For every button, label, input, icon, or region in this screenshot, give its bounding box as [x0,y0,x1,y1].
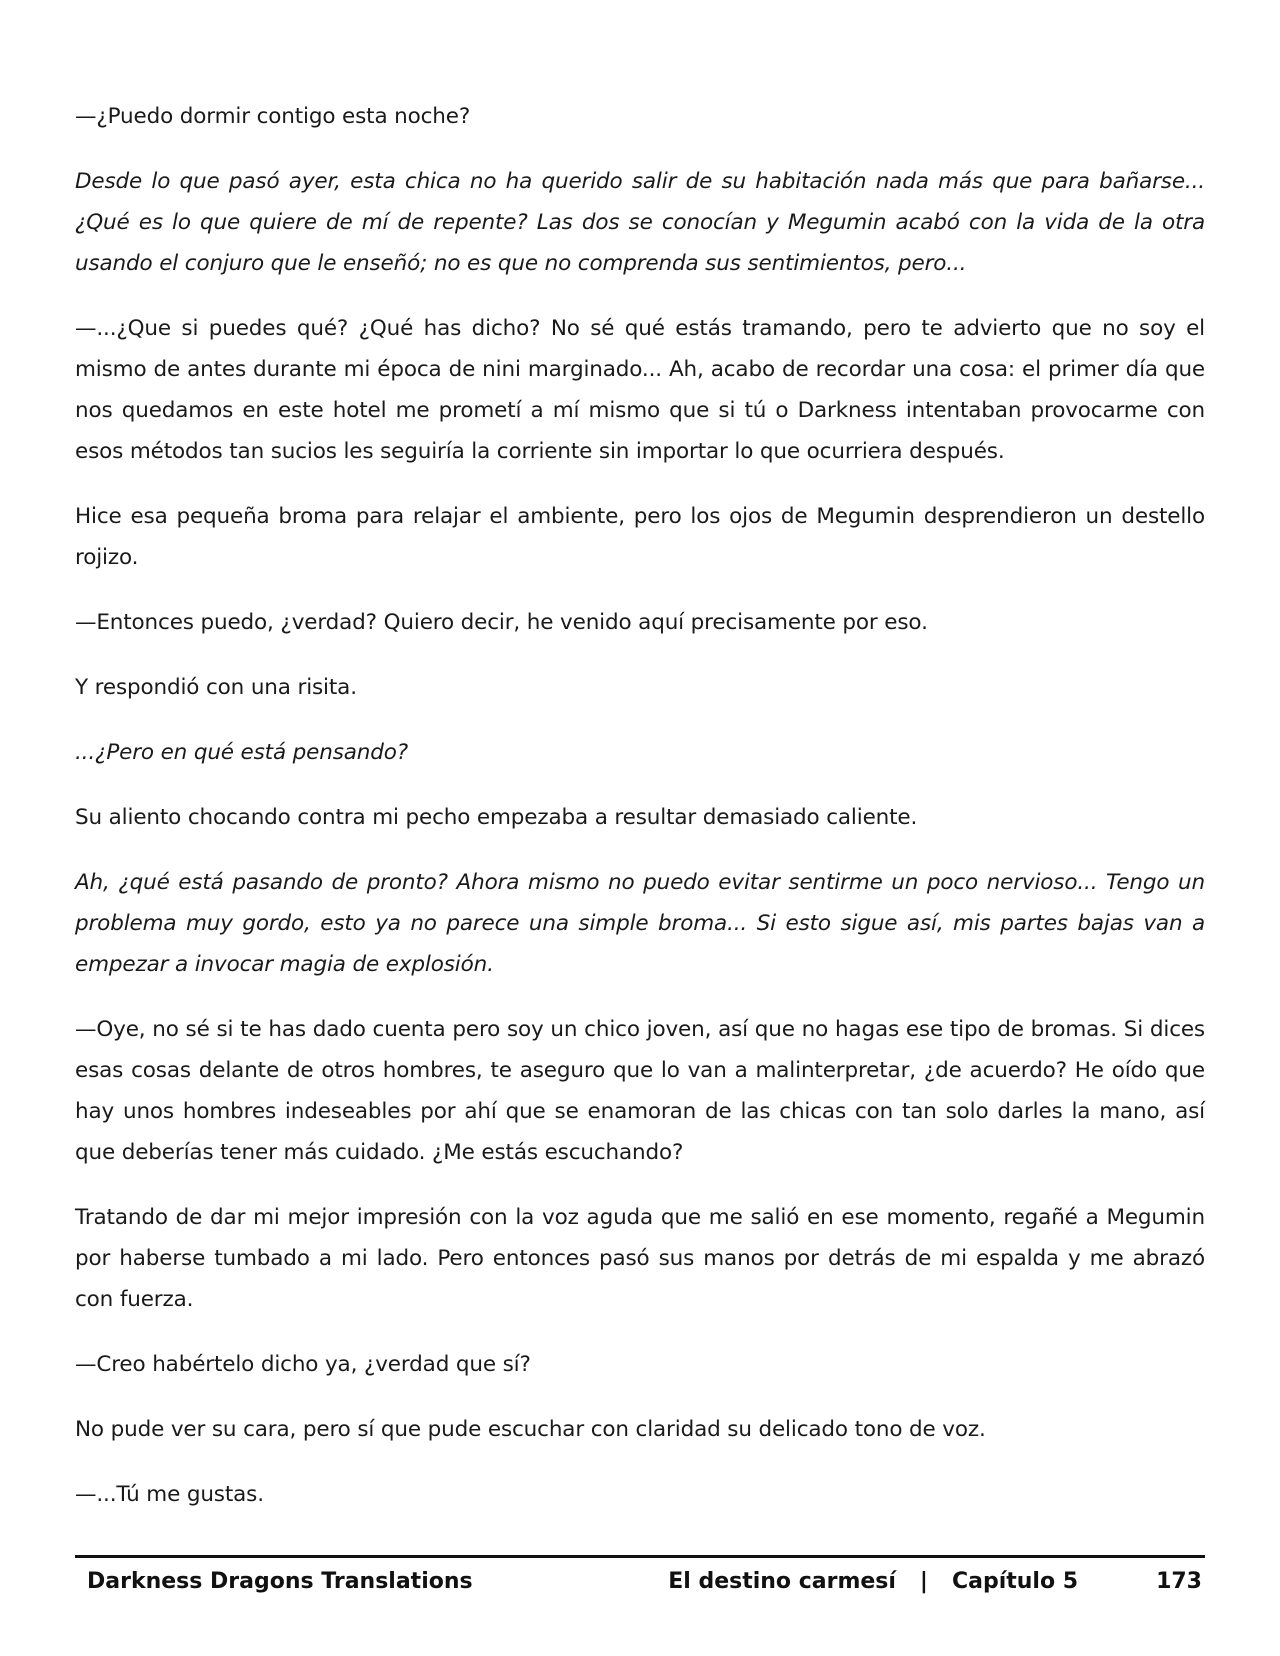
footer-book-title: El destino carmesí [668,1569,896,1594]
footer-translator-credit: Darkness Dragons Translations [87,1569,473,1594]
paragraph-13: No pude ver su cara, pero sí que pude escuchar con claridad su delicado tono de voz. [75,1417,986,1442]
footer-right-group [668,1569,1202,1594]
paragraph-2: Desde lo que pasó ayer, esta chica no ha querido salir de su habitación nada más que para bañarse... ¿Qué es lo que quiere de mí de repente? Las dos se conocían y Megumin acabó con la vida de la otra usando el conjuro que le enseñó; no es que no comprenda sus sentimientos, pero... [75,169,1205,276]
footer-divider [75,1555,1205,1558]
paragraph-5: —Entonces puedo, ¿verdad? Quiero decir, he venido aquí precisamente por eso. [75,610,928,635]
paragraph-9: Ah, ¿qué está pasando de pronto? Ahora mismo no puedo evitar sentirme un poco nervioso... Tengo un problema muy gordo, esto ya no parece una simple broma... Si esto sigue así, mis partes bajas van a empezar a invocar magia de explosión. [75,870,1205,977]
paragraph-12: —Creo habértelo dicho ya, ¿verdad que sí? [75,1352,531,1377]
paragraph-3: —...¿Que si puedes qué? ¿Qué has dicho? No sé qué estás tramando, pero te advierto que no soy el mismo de antes durante mi época de nini marginado... Ah, acabo de recordar una cosa: el primer día que nos quedamos en este hotel me prometí a mí mismo que si tú o Darkness intentaban provocarme con esos métodos tan sucios les seguiría la corriente sin importar lo que ocurriera después. [75,316,1205,464]
paragraph-7: ...¿Pero en qué está pensando? [75,740,409,765]
footer-chapter: Capítulo 5 [951,1569,1079,1594]
page-body [75,96,1205,1539]
paragraph-14: —...Tú me gustas. [75,1482,264,1507]
paragraph-6: Y respondió con una risita. [75,675,357,700]
paragraph-10: —Oye, no sé si te has dado cuenta pero soy un chico joven, así que no hagas ese tipo de bromas. Si dices esas cosas delante de otros hombres, te aseguro que lo van a malinterpretar, ¿de acuerdo? He oído que hay unos hombres indeseables por ahí que se enamoran de las chicas con tan solo darles la mano, así que deberías tener más cuidado. ¿Me estás escuchando? [75,1017,1205,1165]
page-footer [87,1563,1202,1603]
footer-page-number: 173 [1156,1569,1202,1594]
paragraph-11: Tratando de dar mi mejor impresión con la voz aguda que me salió en ese momento, regañé a Megumin por haberse tumbado a mi lado. Pero entonces pasó sus manos por detrás de mi espalda y me abrazó con fuerza. [75,1205,1205,1312]
paragraph-1: —¿Puedo dormir contigo esta noche? [75,104,471,129]
paragraph-4: Hice esa pequeña broma para relajar el ambiente, pero los ojos de Megumin desprendieron un destello rojizo. [75,504,1205,570]
footer-separator: | [919,1569,928,1594]
paragraph-8: Su aliento chocando contra mi pecho empezaba a resultar demasiado caliente. [75,805,918,830]
